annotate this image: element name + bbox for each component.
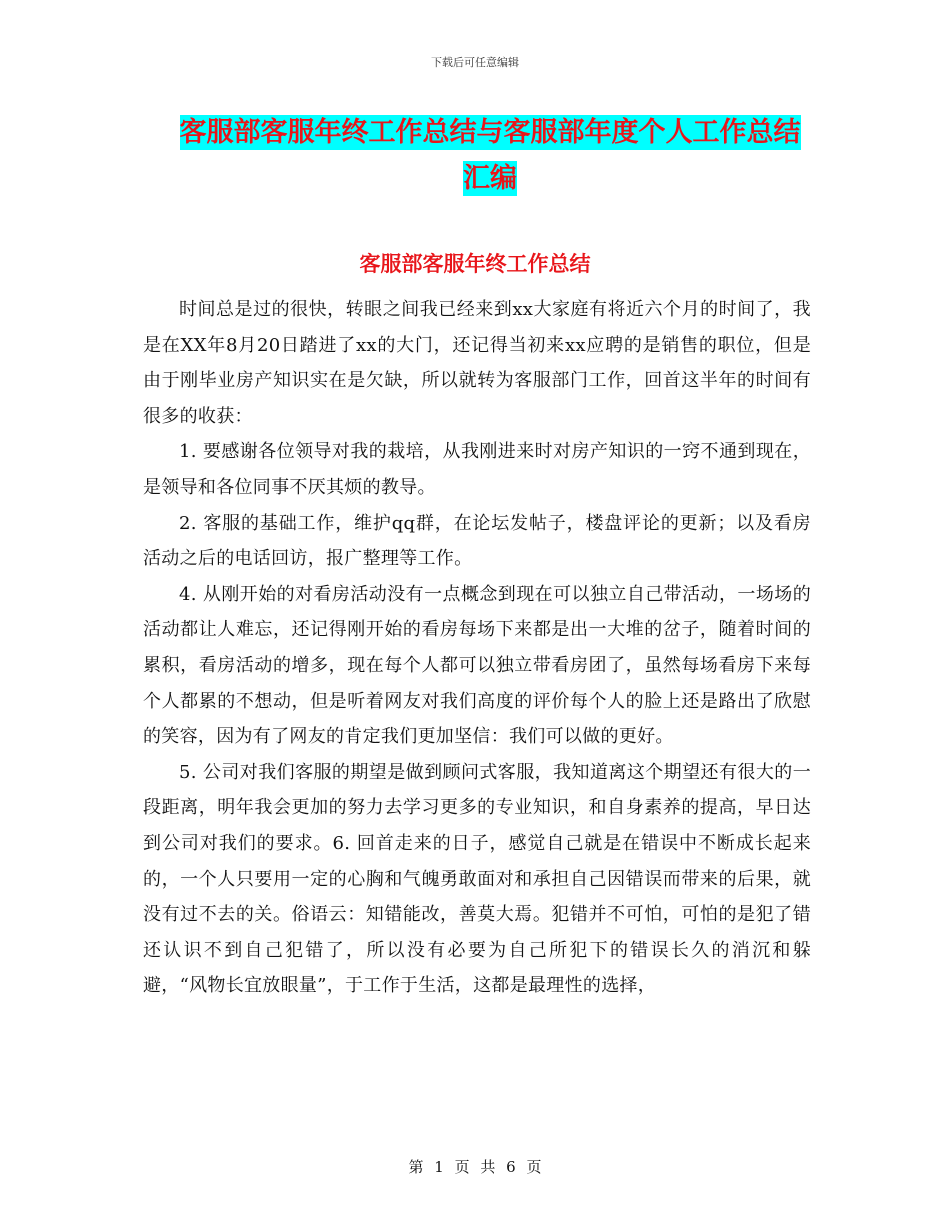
document-title-line2: 汇编 — [463, 163, 517, 194]
paragraph-intro: 时间总是过的很快，转眼之间我已经来到xx大家庭有将近六个月的时间了，我是在XX年8月20日踏进了xx的大门，还记得当初来xx应聘的是销售的职位，但是由于刚毕业房产知识实在是欠缺，所以就转为客服部门工作，回首这半年的时间有很多的收获： — [143, 299, 811, 427]
section-title: 客服部客服年终工作总结 — [359, 252, 591, 276]
paragraph-item-1: 1. 要感谢各位领导对我的栽培，从我刚进来时对房产知识的一窍不通到现在，是领导和各位同事不厌其烦的教导。 — [143, 441, 811, 498]
header-note: 下载后可任意编辑 — [431, 56, 519, 69]
paragraph-item-2: 2. 客服的基础工作，维护qq群，在论坛发帖子，楼盘评论的更新；以及看房活动之后的电话回访，报广整理等工作。 — [143, 512, 811, 570]
paragraph-item-4: 4. 从刚开始的对看房活动没有一点概念到现在可以独立自己带活动，一场场的活动都让人难忘，还记得刚开始的看房每场下来都是出一大堆的岔子，随着时间的累积，看房活动的增多，现在每个人都可以独立带看房团了，虽然每场看房下来每个人都累的不想动，但是听着网友对我们高度的评价每个人的脸上还是路出了欣慰的笑容，因为有了网友的肯定我们更加坚信：我们可以做的更好。 — [143, 583, 811, 748]
body-text — [143, 292, 811, 1004]
page-footer: 第 1 页 共 6 页 — [408, 1158, 542, 1176]
document-title-line1: 客服部客服年终工作总结与客服部年度个人工作总结 — [179, 117, 801, 148]
document-title — [140, 110, 840, 202]
paragraph-item-5: 5. 公司对我们客服的期望是做到顾问式客服，我知道离这个期望还有很大的一段距离，明年我会更加的努力去学习更多的专业知识，和自身素养的提高，早日达到公司对我们的要求。6. 回首走来的日子，感觉自己就是在错误中不断成长起来的，一个人只要用一定的心胸和气魄勇敢面对和承担自己因错误而带来的后果，就没有过不去的关。俗语云：知错能改，善莫大焉。犯错并不可怕，可怕的是犯了错还认识不到自己犯错了，所以没有必要为自己所犯下的错误长久的消沉和躲避，“风物长宜放眼量”，于工作于生活，这都是最理性的选择， — [143, 761, 811, 997]
